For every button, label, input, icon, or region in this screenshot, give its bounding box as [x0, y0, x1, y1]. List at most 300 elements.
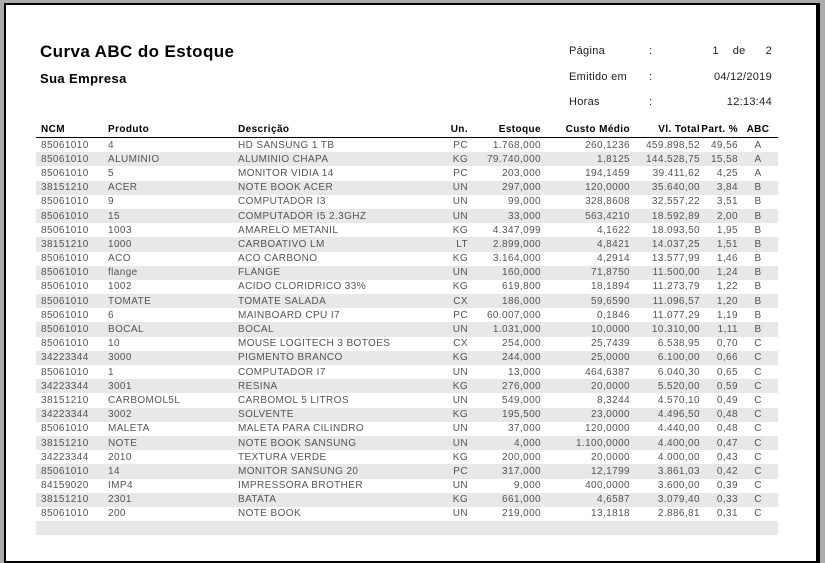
cell-part-pct: 1,19 [716, 309, 738, 321]
cell-part-pct: 49,56 [710, 139, 738, 151]
company-name: Sua Empresa [40, 71, 127, 86]
cell-part-pct: 0,47 [716, 437, 738, 449]
cell-produto: 2301 [108, 494, 132, 506]
cell-estoque: 244,000 [502, 352, 541, 364]
cell-custo-medio: 120,0000 [585, 182, 630, 194]
cell-vl-total: 11.273,79 [652, 281, 700, 293]
meta-emitted-label: Emitido em [569, 70, 628, 83]
cell-ncm: 85061010 [41, 281, 89, 293]
cell-estoque: 200,000 [502, 451, 541, 463]
cell-produto: 3000 [108, 352, 132, 364]
cell-vl-total: 35.640,00 [651, 182, 700, 194]
cell-produto: ACO [108, 253, 131, 265]
meta-page [569, 45, 772, 71]
cell-produto: 200 [108, 508, 126, 520]
cell-estoque: 186,000 [502, 295, 541, 307]
cell-vl-total: 18.093,50 [651, 224, 700, 236]
cell-estoque: 3.164,000 [492, 253, 541, 265]
cell-vl-total: 3.600,00 [657, 480, 700, 492]
cell-vl-total: 4.496,50 [657, 409, 700, 421]
cell-abc: C [754, 394, 762, 406]
col-header-descricao: Descrição [238, 124, 290, 135]
cell-custo-medio: 194,1459 [585, 167, 630, 179]
cell-part-pct: 1,24 [716, 267, 738, 279]
cell-produto: IMP4 [108, 480, 133, 492]
meta-emitted-separator: : [649, 70, 653, 83]
table-row [36, 379, 778, 393]
cell-part-pct: 0,59 [716, 380, 738, 392]
cell-descricao: BATATA [238, 494, 277, 506]
page-title: Curva ABC do Estoque [40, 42, 235, 61]
cell-ncm: 85061010 [41, 324, 89, 336]
cell-un: CX [453, 338, 468, 350]
abc-stock-table [36, 121, 778, 535]
cell-part-pct: 0,65 [716, 366, 738, 378]
cell-estoque: 37,000 [508, 423, 541, 435]
cell-vl-total: 11.500,00 [652, 267, 700, 279]
cell-produto: 3001 [108, 380, 132, 392]
cell-abc: A [754, 139, 762, 151]
cell-vl-total: 144.528,75 [645, 153, 700, 165]
cell-custo-medio: 563,4210 [585, 210, 630, 222]
cell-abc: C [754, 465, 762, 477]
cell-un: KG [452, 494, 468, 506]
cell-estoque: 99,000 [508, 196, 541, 208]
cell-part-pct: 0,49 [716, 394, 738, 406]
cell-estoque: 60.007,000 [486, 309, 541, 321]
cell-produto: NOTE [108, 437, 138, 449]
cell-vl-total: 13.577,99 [651, 253, 700, 265]
cell-custo-medio: 59,6590 [591, 295, 630, 307]
meta-page-label: Página [569, 45, 606, 57]
cell-abc: C [754, 451, 762, 463]
cell-produto: 14 [108, 465, 120, 477]
cell-descricao: TEXTURA VERDE [238, 451, 327, 463]
table-row [36, 209, 778, 223]
cell-produto: 1000 [108, 238, 132, 250]
cell-ncm: 85061010 [41, 366, 89, 378]
cell-custo-medio: 25,7439 [591, 338, 630, 350]
cell-vl-total: 10.310,00 [651, 324, 700, 336]
page-of-word: de [732, 45, 746, 57]
cell-estoque: 79.740,000 [486, 153, 541, 165]
cell-produto: 2010 [108, 451, 132, 463]
cell-descricao: MONITOR SANSUNG 20 [238, 465, 359, 477]
cell-descricao: ACIDO CLORIDRICO 33% [238, 281, 367, 293]
cell-ncm: 38151210 [41, 238, 89, 250]
cell-ncm: 38151210 [41, 437, 89, 449]
table-row [36, 422, 778, 436]
cell-custo-medio: 4,6587 [597, 494, 630, 506]
cell-custo-medio: 4,1622 [597, 224, 630, 236]
cell-ncm: 85061010 [41, 295, 89, 307]
cell-estoque: 317,000 [502, 465, 541, 477]
cell-ncm: 38151210 [41, 494, 89, 506]
page-number: 1 [712, 45, 719, 57]
col-header-custo-medio: Custo Médio [565, 124, 630, 135]
emitted-date: 04/12/2019 [713, 70, 772, 83]
cell-descricao: HD SANSUNG 1 TB [238, 139, 335, 151]
cell-vl-total: 4.570,10 [657, 394, 700, 406]
cell-vl-total: 4.400,00 [657, 437, 700, 449]
table-header-row [36, 121, 778, 138]
col-header-estoque: Estoque [498, 124, 541, 135]
table-row [36, 450, 778, 464]
cell-un: LT [456, 238, 468, 250]
cell-descricao: COMPUTADOR I3 [238, 196, 326, 208]
cell-ncm: 38151210 [41, 182, 89, 194]
cell-abc: B [754, 281, 762, 293]
cell-un: KG [452, 451, 468, 463]
table-row [36, 138, 778, 152]
meta-hours [569, 96, 772, 122]
table-row [36, 280, 778, 294]
cell-descricao: TOMATE SALADA [238, 295, 327, 307]
table-row [36, 393, 778, 407]
cell-estoque: 1.031,000 [492, 324, 541, 336]
cell-produto: MALETA [108, 423, 150, 435]
cell-abc: A [754, 167, 762, 179]
cell-estoque: 195,500 [502, 409, 541, 421]
cell-un: KG [452, 409, 468, 421]
cell-ncm: 85061010 [41, 508, 89, 520]
cell-descricao: AMARELO METANIL [238, 224, 339, 236]
report-page [4, 3, 820, 563]
cell-custo-medio: 464,6387 [585, 366, 630, 378]
table-row [36, 337, 778, 351]
table-row [36, 464, 778, 478]
cell-part-pct: 1,11 [717, 324, 738, 336]
cell-produto: 9 [108, 196, 114, 208]
cell-abc: C [754, 437, 762, 449]
cell-un: UN [452, 394, 468, 406]
cell-un: UN [452, 423, 468, 435]
col-header-produto: Produto [108, 124, 150, 135]
cell-estoque: 619,800 [502, 281, 541, 293]
table-row [36, 294, 778, 308]
cell-abc: B [754, 182, 762, 194]
cell-ncm: 85061010 [41, 210, 89, 222]
col-header-abc: ABC [746, 124, 770, 135]
table-row [36, 493, 778, 507]
cell-produto: 10 [108, 338, 120, 350]
cell-un: UN [452, 182, 468, 194]
cell-ncm: 85061010 [41, 139, 89, 151]
cell-part-pct: 4,25 [716, 167, 738, 179]
cell-produto: flange [108, 267, 138, 279]
cell-un: UN [452, 480, 468, 492]
cell-abc: C [754, 352, 762, 364]
cell-part-pct: 1,46 [716, 253, 738, 265]
cell-descricao: NOTE BOOK SANSUNG [238, 437, 357, 449]
table-row [36, 195, 778, 209]
cell-ncm: 85061010 [41, 153, 89, 165]
cell-estoque: 4.347,099 [492, 224, 541, 236]
cell-part-pct: 0,48 [716, 409, 738, 421]
cell-custo-medio: 120,0000 [585, 423, 630, 435]
cell-un: UN [452, 210, 468, 222]
cell-ncm: 38151210 [41, 394, 89, 406]
cell-custo-medio: 18,1894 [591, 281, 630, 293]
table-body [36, 138, 778, 535]
cell-ncm: 34223344 [41, 409, 89, 421]
cell-vl-total: 3.079,40 [657, 494, 700, 506]
cell-custo-medio: 8,3244 [597, 394, 630, 406]
cell-ncm: 85061010 [41, 338, 89, 350]
cell-abc: B [754, 253, 762, 265]
cell-produto: 15 [108, 210, 120, 222]
cell-produto: 1002 [108, 281, 132, 293]
cell-part-pct: 1,20 [716, 295, 738, 307]
cell-ncm: 34223344 [41, 352, 89, 364]
cell-vl-total: 32.557,22 [651, 196, 700, 208]
cell-custo-medio: 400,0000 [585, 480, 630, 492]
cell-produto: ALUMINIO [108, 153, 160, 165]
table-row [36, 365, 778, 379]
cell-produto: TOMATE [108, 295, 152, 307]
cell-descricao: IMPRESSORA BROTHER [238, 480, 363, 492]
cell-descricao: FLANGE [238, 267, 281, 279]
table-row [36, 479, 778, 493]
cell-part-pct: 3,84 [716, 182, 738, 194]
cell-part-pct: 0,33 [716, 494, 738, 506]
cell-produto: 1003 [108, 224, 132, 236]
cell-abc: C [754, 409, 762, 421]
table-row [36, 181, 778, 195]
col-header-part-pct: Part. % [701, 124, 738, 135]
cell-custo-medio: 20,0000 [591, 380, 630, 392]
cell-vl-total: 5.520,00 [657, 380, 700, 392]
cell-ncm: 85061010 [41, 465, 89, 477]
cell-estoque: 4,000 [513, 437, 541, 449]
cell-abc: C [754, 366, 762, 378]
col-header-ncm: NCM [41, 124, 65, 135]
cell-vl-total: 6.538,95 [657, 338, 700, 350]
cell-estoque: 661,000 [502, 494, 541, 506]
cell-abc: C [754, 338, 762, 350]
cell-custo-medio: 328,8608 [585, 196, 630, 208]
cell-un: PC [453, 309, 468, 321]
cell-produto: 1 [108, 366, 114, 378]
cell-estoque: 33,000 [508, 210, 541, 222]
cell-un: KG [452, 224, 468, 236]
cell-vl-total: 6.040,30 [657, 366, 700, 378]
cell-part-pct: 15,58 [710, 153, 738, 165]
cell-un: UN [452, 324, 468, 336]
table-row [36, 166, 778, 180]
cell-descricao: ACO CARBONO [238, 253, 318, 265]
cell-abc: B [754, 267, 762, 279]
cell-part-pct: 1,22 [716, 281, 738, 293]
cell-produto: BOCAL [108, 324, 144, 336]
cell-abc: B [754, 309, 762, 321]
table-row [36, 408, 778, 422]
cell-custo-medio: 25,0000 [591, 352, 630, 364]
cell-ncm: 85061010 [41, 224, 89, 236]
cell-vl-total: 459.898,52 [645, 139, 700, 151]
cell-abc: C [754, 380, 762, 392]
cell-part-pct: 0,39 [716, 480, 738, 492]
cell-custo-medio: 71,8750 [591, 267, 630, 279]
meta-emitted [569, 71, 772, 97]
cell-un: UN [452, 437, 468, 449]
page-total: 2 [765, 45, 772, 57]
cell-abc: C [754, 494, 762, 506]
cell-produto: 6 [108, 309, 114, 321]
cell-estoque: 1.768,000 [492, 139, 541, 151]
cell-abc: B [754, 324, 762, 336]
cell-estoque: 13,000 [508, 366, 541, 378]
cell-part-pct: 0,66 [716, 352, 738, 364]
cell-custo-medio: 4,8421 [597, 238, 630, 250]
cell-part-pct: 0,48 [716, 423, 738, 435]
cell-descricao: SOLVENTE [238, 409, 294, 421]
cell-un: PC [453, 465, 468, 477]
cell-custo-medio: 12,1799 [591, 465, 630, 477]
cell-estoque: 2.899,000 [492, 238, 541, 250]
table-row [36, 152, 778, 166]
cell-ncm: 34223344 [41, 380, 89, 392]
cell-vl-total: 4.440,00 [657, 423, 700, 435]
cell-descricao: BOCAL [238, 324, 274, 336]
cell-estoque: 9,000 [513, 480, 541, 492]
cell-descricao: PIGMENTO BRANCO [238, 352, 343, 364]
cell-vl-total: 4.000,00 [657, 451, 700, 463]
report-meta [569, 45, 772, 122]
cell-descricao: ALUMINIO CHAPA [238, 153, 329, 165]
cell-descricao: CARBOATIVO LM [238, 238, 325, 250]
table-row-partial [36, 521, 778, 535]
cell-ncm: 84159020 [41, 480, 89, 492]
table-row [36, 308, 778, 322]
cell-estoque: 297,000 [502, 182, 541, 194]
cell-descricao: MONITOR VIDIA 14 [238, 167, 334, 179]
cell-descricao: COMPUTADOR I5 2.3GHZ [238, 210, 367, 222]
cell-vl-total: 2.886,81 [657, 508, 700, 520]
cell-abc: A [754, 153, 762, 165]
cell-ncm: 34223344 [41, 451, 89, 463]
cell-descricao: RESINA [238, 380, 278, 392]
cell-ncm: 85061010 [41, 167, 89, 179]
cell-part-pct: 1,51 [716, 238, 738, 250]
table-row [36, 252, 778, 266]
cell-vl-total: 14.037,25 [651, 238, 700, 250]
meta-page-separator: : [649, 45, 653, 57]
cell-descricao: NOTE BOOK ACER [238, 182, 334, 194]
cell-ncm: 85061010 [41, 309, 89, 321]
cell-un: CX [453, 295, 468, 307]
cell-un: KG [452, 380, 468, 392]
table-row [36, 436, 778, 450]
cell-abc: B [754, 224, 762, 236]
cell-custo-medio: 1.100,0000 [575, 437, 630, 449]
cell-abc: C [754, 508, 762, 520]
cell-estoque: 203,000 [502, 167, 541, 179]
cell-ncm: 85061010 [41, 196, 89, 208]
cell-vl-total: 6.100,00 [657, 352, 700, 364]
cell-custo-medio: 20,0000 [591, 451, 630, 463]
cell-vl-total: 39.411,62 [652, 167, 700, 179]
cell-un: UN [452, 196, 468, 208]
table-row [36, 507, 778, 521]
cell-custo-medio: 0,1846 [597, 309, 630, 321]
cell-produto: 4 [108, 139, 114, 151]
cell-part-pct: 0,70 [716, 338, 738, 350]
cell-un: KG [452, 253, 468, 265]
cell-custo-medio: 10,0000 [591, 324, 630, 336]
cell-produto: 5 [108, 167, 114, 179]
cell-un: UN [452, 366, 468, 378]
table-row [36, 237, 778, 251]
cell-descricao: MOUSE LOGITECH 3 BOTOES [238, 338, 391, 350]
cell-abc: B [754, 238, 762, 250]
cell-part-pct: 0,43 [716, 451, 738, 463]
cell-descricao: NOTE BOOK [238, 508, 302, 520]
cell-abc: B [754, 196, 762, 208]
cell-estoque: 160,000 [502, 267, 541, 279]
cell-vl-total: 18.592,89 [651, 210, 700, 222]
emitted-time: 12:13:44 [726, 96, 772, 108]
cell-un: PC [453, 139, 468, 151]
cell-un: KG [452, 281, 468, 293]
cell-part-pct: 0,42 [716, 465, 738, 477]
meta-hours-label: Horas [569, 96, 600, 108]
cell-un: UN [452, 508, 468, 520]
cell-un: KG [452, 153, 468, 165]
table-row [36, 351, 778, 365]
cell-custo-medio: 23,0000 [591, 409, 630, 421]
cell-produto: CARBOMOL5L [108, 394, 181, 406]
cell-produto: ACER [108, 182, 138, 194]
table-row [36, 223, 778, 237]
cell-abc: C [754, 480, 762, 492]
cell-estoque: 219,000 [502, 508, 541, 520]
cell-custo-medio: 260,1236 [585, 139, 630, 151]
col-header-vl-total: Vl. Total [658, 124, 700, 135]
cell-custo-medio: 4,2914 [597, 253, 630, 265]
cell-un: KG [452, 352, 468, 364]
cell-part-pct: 2,00 [716, 210, 738, 222]
cell-produto: 3002 [108, 409, 132, 421]
cell-abc: B [754, 295, 762, 307]
cell-part-pct: 1,95 [716, 224, 738, 236]
cell-abc: B [754, 210, 762, 222]
col-header-un: Un. [450, 124, 468, 135]
cell-vl-total: 3.861,03 [657, 465, 700, 477]
cell-descricao: CARBOMOL 5 LITROS [238, 394, 349, 406]
cell-estoque: 549,000 [502, 394, 541, 406]
cell-un: PC [453, 167, 468, 179]
table-row [36, 266, 778, 280]
cell-ncm: 85061010 [41, 423, 89, 435]
meta-hours-separator: : [649, 96, 653, 108]
cell-un: UN [452, 267, 468, 279]
cell-abc: C [754, 423, 762, 435]
cell-estoque: 276,000 [502, 380, 541, 392]
cell-descricao: MALETA PARA CILINDRO [238, 423, 364, 435]
cell-ncm: 85061010 [41, 253, 89, 265]
cell-part-pct: 3,51 [716, 196, 738, 208]
cell-custo-medio: 13,1818 [591, 508, 630, 520]
cell-part-pct: 0,31 [716, 508, 738, 520]
table-row [36, 322, 778, 336]
meta-page-value [659, 45, 772, 57]
cell-estoque: 254,000 [502, 338, 541, 350]
cell-custo-medio: 1,8125 [597, 153, 630, 165]
cell-descricao: MAINBOARD CPU I7 [238, 309, 340, 321]
cell-ncm: 85061010 [41, 267, 89, 279]
cell-vl-total: 11.096,57 [652, 295, 700, 307]
